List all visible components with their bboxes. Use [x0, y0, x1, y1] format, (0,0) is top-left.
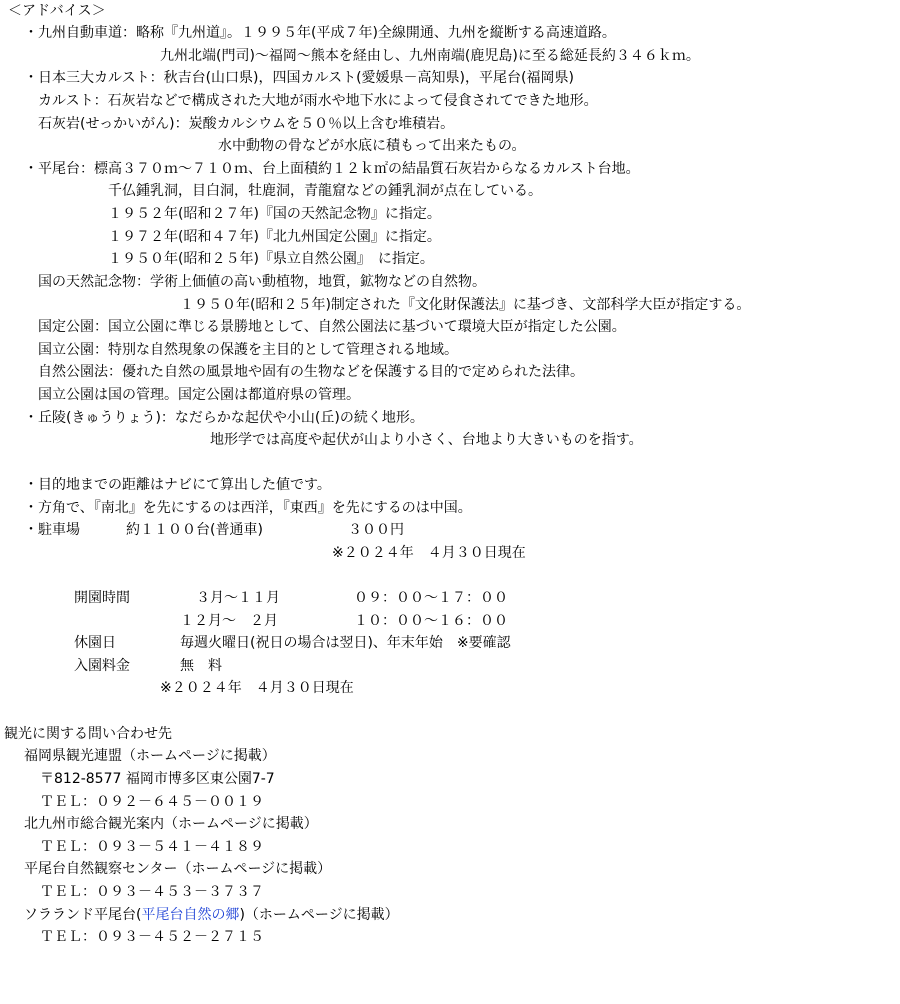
as-of-date: ※２０２４年 ４月３０日現在 — [160, 680, 354, 696]
contact-name-suffix: )（ホームページに掲載） — [239, 907, 399, 923]
advice-line: 地形学では高度や起伏が山より小さく、台地より大きいものを指す。 — [210, 432, 643, 448]
advice-line: 九州北端(門司)～福岡～熊本を経由し、九州南端(鹿児島)に至る総延長約３４６ｋｍ。 — [160, 48, 700, 64]
hours-time: ０９：００～１７：００ — [354, 590, 508, 606]
advice-line: 自然公園法：優れた自然の風景地や固有の生物などを保護する目的で定められた法律。 — [38, 364, 584, 380]
contact-tel: ＴＥＬ：０９２－６４５－００１９ — [40, 794, 264, 810]
hours-label: 開園時間 — [74, 590, 130, 606]
distance-note: ・目的地までの距離はナビにて算出した値です。 — [24, 477, 331, 493]
advice-line: ・九州自動車道：略称『九州道』。１９９５年(平成７年)全線開通、九州を縦断する高速道路。 — [24, 25, 616, 41]
advice-line: ・日本三大カルスト：秋吉台(山口県)，四国カルスト(愛媛県－高知県)，平尾台(福岡県) — [24, 70, 574, 86]
advice-line: 国定公園：国立公園に準じる景勝地として、自然公園法に基づいて環境大臣が指定した公園。 — [38, 319, 626, 335]
contacts-heading: 観光に関する問い合わせ先 — [4, 726, 172, 742]
contact-tel: ＴＥＬ：０９３－５４１－４１８９ — [40, 839, 264, 855]
contact-tel: ＴＥＬ：０９３－４５３－３７３７ — [40, 884, 264, 900]
advice-heading: ＜アドバイス＞ — [8, 3, 106, 19]
advice-line: 国立公園：特別な自然現象の保護を主目的として管理される地域。 — [38, 342, 458, 358]
hours-time: １０：００～１６：００ — [354, 613, 508, 629]
fee-label: 入園料金 — [74, 658, 130, 674]
advice-line: １９５２年(昭和２７年)『国の天然記念物』に指定。 — [108, 206, 441, 222]
contact-name: 平尾台自然観察センター（ホームページに掲載） — [24, 861, 332, 877]
as-of-date: ※２０２４年 ４月３０日現在 — [332, 545, 526, 561]
advice-line: 千仏鍾乳洞，目白洞，牡鹿洞，青龍窟などの鍾乳洞が点在している。 — [108, 183, 542, 199]
contact-name-prefix: ソラランド平尾台( — [24, 907, 142, 923]
parking-label: ・駐車場 — [24, 522, 80, 538]
contact-tel: ＴＥＬ：０９３－４５２－２７１５ — [40, 929, 264, 945]
advice-line: 国立公園は国の管理。国定公園は都道府県の管理。 — [38, 387, 360, 403]
hours-months: ３月～１１月 — [196, 590, 280, 606]
advice-line: ・平尾台：標高３７０ｍ～７１０ｍ、台上面積約１２ｋ㎡の結晶質石灰岩からなるカルスト台地。 — [24, 161, 640, 177]
closed-label: 休園日 — [74, 635, 116, 651]
hours-months: １２月～ ２月 — [180, 613, 278, 629]
advice-line: 水中動物の骨などが水底に積もって出来たもの。 — [218, 138, 526, 154]
parking-count: 約１１００台(普通車) — [126, 522, 263, 538]
advice-line: １９７２年(昭和４７年)『北九州国定公園』に指定。 — [108, 229, 441, 245]
parking-fee: ３００円 — [348, 522, 404, 538]
contact-name: 北九州市総合観光案内（ホームページに掲載） — [24, 816, 318, 832]
contact-address: 〒812-8577 福岡市博多区東公園7-7 — [40, 771, 275, 787]
advice-line: 石灰岩(せっかいがん)：炭酸カルシウムを５０％以上含む堆積岩。 — [38, 116, 455, 132]
advice-line: カルスト：石灰岩などで構成された大地が雨水や地下水によって侵食されてできた地形。 — [38, 93, 598, 109]
advice-line: 国の天然記念物：学術上価値の高い動植物，地質，鉱物などの自然物。 — [38, 274, 486, 290]
fee-value: 無 料 — [180, 658, 222, 674]
contact-name — [24, 904, 399, 926]
contact-name: 福岡県観光連盟（ホームページに掲載） — [24, 748, 276, 764]
advice-line: ・丘陵(きゅうりょう)：なだらかな起伏や小山(丘)の続く地形。 — [24, 410, 424, 426]
hiraodai-nature-village-link[interactable]: 平尾台自然の郷 — [141, 907, 240, 923]
closed-value: 毎週火曜日(祝日の場合は翌日)、年末年始 ※要確認 — [180, 635, 511, 651]
advice-line: １９５０年(昭和２５年)『県立自然公園』 に指定。 — [108, 251, 434, 267]
direction-note: ・方角で、『南北』を先にするのは西洋，『東西』を先にするのは中国。 — [24, 500, 472, 516]
advice-line: １９５０年(昭和２５年)制定された『文化財保護法』に基づき、文部科学大臣が指定する。 — [180, 297, 751, 313]
